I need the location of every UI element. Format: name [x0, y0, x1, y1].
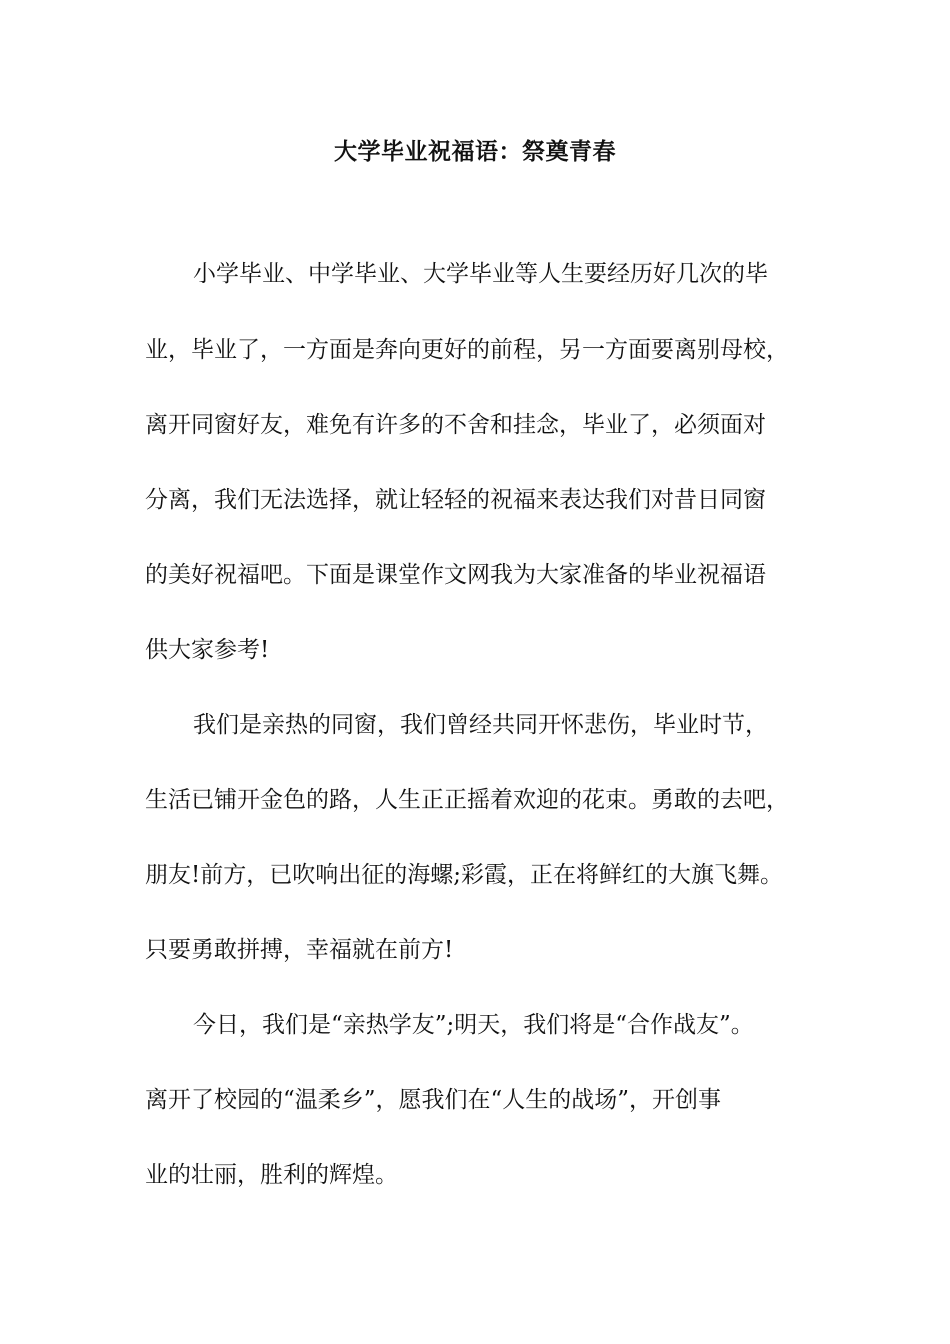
- paragraph-2-line-3: 朋友!前方，已吹响出征的海螺;彩霞，正在将鲜红的大旗飞舞。: [145, 862, 783, 888]
- document-title: 大学毕业祝福语：祭奠青春: [334, 138, 616, 165]
- paragraph-3-line-2: 离开了校园的“温柔乡”，愿我们在“人生的战场”，开创事: [145, 1087, 722, 1113]
- paragraph-1-line-5: 的美好祝福吧。下面是课堂作文网我为大家准备的毕业祝福语: [145, 562, 766, 588]
- paragraph-2-line-1: 我们是亲热的同窗，我们曾经共同开怀悲伤，毕业时节，: [193, 712, 768, 738]
- paragraph-1-line-1: 小学毕业、中学毕业、大学毕业等人生要经历好几次的毕: [193, 261, 768, 287]
- paragraph-3-line-3: 业的壮丽，胜利的辉煌。: [145, 1162, 398, 1188]
- paragraph-2-line-4: 只要勇敢拼搏，幸福就在前方!: [145, 937, 454, 963]
- paragraph-3-line-1: 今日，我们是“亲热学友”;明天，我们将是“合作战友”。: [193, 1012, 754, 1038]
- paragraph-1-line-2: 业，毕业了，一方面是奔向更好的前程，另一方面要离别母校，: [145, 337, 789, 363]
- paragraph-2-line-2: 生活已铺开金色的路，人生正正摇着欢迎的花束。勇敢的去吧，: [145, 787, 789, 813]
- paragraph-1-line-4: 分离，我们无法选择，就让轻轻的祝福来表达我们对昔日同窗: [145, 487, 766, 513]
- paragraph-1-line-6: 供大家参考!: [145, 637, 270, 663]
- paragraph-1-line-3: 离开同窗好友，难免有许多的不舍和挂念，毕业了，必须面对: [145, 412, 766, 438]
